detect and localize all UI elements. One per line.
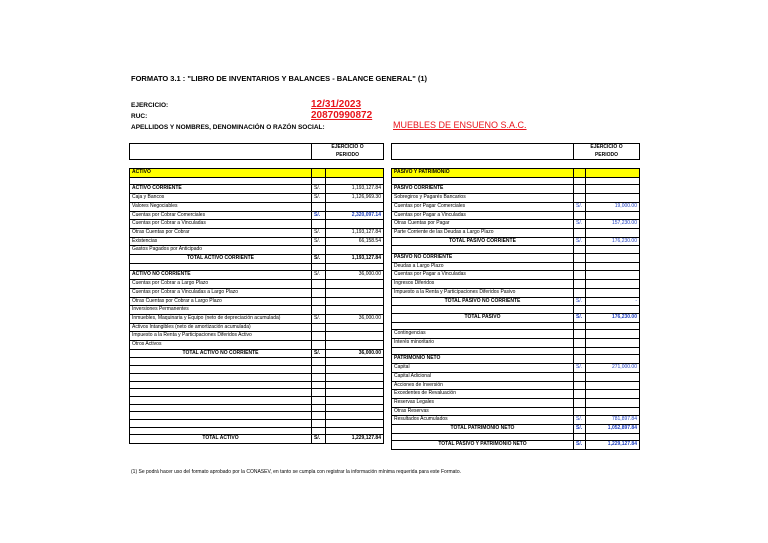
table-row	[392, 313, 640, 322]
row-label: Otras Cuentas por Cobrar	[130, 228, 312, 237]
row-label: Activos Intangibles (neto de amortización acumulada)	[130, 323, 312, 332]
row-value: -	[586, 297, 640, 306]
table-row	[392, 347, 640, 355]
row-value: 1,229,127.84	[586, 441, 640, 450]
row-currency: S/.	[312, 237, 326, 246]
row-label	[392, 246, 574, 254]
row-value	[586, 339, 640, 348]
row-label: PASIVO NO CORRIENTE	[392, 254, 574, 263]
row-label: Cuentas por Cobrar a Largo Plazo	[130, 280, 312, 289]
table-row	[130, 211, 384, 220]
row-label: Acciones de Inversión	[392, 381, 574, 390]
row-currency	[312, 358, 326, 366]
row-label	[130, 427, 312, 435]
row-value	[326, 297, 384, 306]
row-currency: S/.	[312, 271, 326, 280]
row-value	[326, 263, 384, 271]
table-row	[392, 262, 640, 271]
row-currency	[574, 211, 586, 220]
row-value	[586, 407, 640, 416]
row-currency	[312, 288, 326, 297]
table-row	[130, 373, 384, 381]
row-label	[130, 412, 312, 420]
row-value: 1,193,127.84	[326, 255, 384, 264]
row-value: 271,000.00	[586, 364, 640, 373]
row-value	[586, 194, 640, 203]
row-value: 1,229,127.84	[326, 435, 384, 444]
table-row	[392, 390, 640, 399]
pasivo-header-table	[391, 143, 640, 160]
table-row	[130, 366, 384, 374]
table-row	[130, 169, 384, 178]
row-value	[326, 306, 384, 315]
row-currency	[574, 330, 586, 339]
row-label: Gastos Pagados por Anticipado	[130, 246, 312, 255]
row-currency	[312, 220, 326, 229]
row-currency	[312, 202, 326, 211]
row-currency	[574, 254, 586, 263]
row-label: Contingencias	[392, 330, 574, 339]
table-row	[392, 211, 640, 220]
table-row	[392, 339, 640, 348]
row-currency	[574, 280, 586, 289]
row-currency	[312, 381, 326, 389]
row-value: 36,000.00	[326, 271, 384, 280]
row-label	[130, 404, 312, 412]
row-label: Cuentas por Cobrar a Vinculadas a Largo Plazo	[130, 288, 312, 297]
row-label	[130, 373, 312, 381]
table-row	[392, 381, 640, 390]
row-currency	[574, 372, 586, 381]
row-currency	[574, 407, 586, 416]
row-label: Impuesto a la Renta y Participaciones Diferidos Activo	[130, 332, 312, 341]
row-value: 36,000.00	[326, 349, 384, 358]
row-label	[392, 177, 574, 185]
row-value: 66,158.54	[326, 237, 384, 246]
row-label: ACTIVO NO CORRIENTE	[130, 271, 312, 280]
table-row	[130, 358, 384, 366]
table-row	[392, 194, 640, 203]
row-currency: S/.	[574, 425, 586, 434]
row-label: TOTAL PASIVO Y PATRIMONIO NETO	[392, 441, 574, 450]
row-currency: S/.	[312, 185, 326, 194]
row-value: 1,052,897.84	[586, 425, 640, 434]
row-currency: S/.	[312, 211, 326, 220]
row-label: Interés minoritario	[392, 339, 574, 348]
table-row	[130, 306, 384, 315]
row-currency	[312, 297, 326, 306]
row-value	[326, 396, 384, 404]
row-currency	[312, 177, 326, 185]
row-value: 176,230.00	[586, 237, 640, 246]
row-label: Otros Activos	[130, 341, 312, 350]
row-currency: S/.	[574, 237, 586, 246]
row-label: Cuentas por Cobrar Comerciales	[130, 211, 312, 220]
row-value	[586, 177, 640, 185]
row-currency	[312, 366, 326, 374]
row-label: Capital	[392, 364, 574, 373]
table-row	[130, 427, 384, 435]
table-row	[392, 306, 640, 314]
row-label	[130, 396, 312, 404]
table-row	[130, 288, 384, 297]
row-currency	[312, 373, 326, 381]
row-currency	[574, 355, 586, 364]
row-label: TOTAL PASIVO NO CORRIENTE	[392, 297, 574, 306]
table-row	[130, 412, 384, 420]
table-row	[130, 246, 384, 255]
table-row	[392, 185, 640, 194]
row-value	[586, 347, 640, 355]
row-label	[130, 263, 312, 271]
row-value	[326, 246, 384, 255]
row-value	[586, 355, 640, 364]
row-value	[586, 322, 640, 330]
activo-table	[129, 168, 384, 444]
table-row	[392, 288, 640, 297]
row-currency	[312, 419, 326, 427]
table-row	[392, 355, 640, 364]
row-currency	[574, 322, 586, 330]
row-value	[586, 246, 640, 254]
row-currency	[312, 341, 326, 350]
table-row	[130, 271, 384, 280]
row-label	[130, 177, 312, 185]
row-value	[326, 288, 384, 297]
row-value: 2,320,097.14	[326, 211, 384, 220]
table-row	[392, 254, 640, 263]
row-label	[392, 306, 574, 314]
row-label: Otras Cuentas por Pagar	[392, 220, 574, 229]
table-row	[392, 220, 640, 229]
row-label: Resultados Acumulados	[392, 416, 574, 425]
table-row	[392, 202, 640, 211]
ruc-value: 20870990872	[311, 110, 373, 121]
table-row	[392, 433, 640, 441]
row-label: TOTAL PATRIMONIO NETO	[392, 425, 574, 434]
table-row	[130, 263, 384, 271]
row-currency: S/.	[312, 194, 326, 203]
row-value	[326, 419, 384, 427]
row-value	[326, 373, 384, 381]
row-value	[326, 381, 384, 389]
row-value	[326, 412, 384, 420]
row-label	[130, 366, 312, 374]
table-row	[392, 297, 640, 306]
row-currency	[312, 246, 326, 255]
row-currency	[312, 389, 326, 397]
table-row	[392, 237, 640, 246]
row-label: Parte Corriente de las Deudas a Largo Plazo	[392, 228, 574, 237]
footnote: (1) Se podrá hacer uso del formato aprobado por la CONASEV, en tanto se cumpla con registrar la información mínima requerida para este Formato.	[131, 469, 461, 475]
row-currency	[574, 246, 586, 254]
table-row	[392, 364, 640, 373]
table-row	[130, 314, 384, 323]
row-currency: S/.	[574, 416, 586, 425]
table-row	[130, 280, 384, 289]
row-label	[130, 358, 312, 366]
row-value	[586, 288, 640, 297]
row-currency	[574, 177, 586, 185]
row-label: PASIVO Y PATRIMONIO	[392, 169, 574, 178]
row-value	[326, 358, 384, 366]
row-currency	[574, 271, 586, 280]
ruc-label: RUC:	[131, 113, 148, 120]
row-label: Cuentas por Pagar a Vinculadas	[392, 271, 574, 280]
row-label: Excedentes de Revaluación	[392, 390, 574, 399]
table-row	[130, 228, 384, 237]
table-row	[130, 332, 384, 341]
row-value	[326, 202, 384, 211]
row-value	[586, 262, 640, 271]
activo-header-blank	[130, 144, 312, 160]
row-value	[586, 228, 640, 237]
row-currency	[574, 228, 586, 237]
row-label: Otras Reservas	[392, 407, 574, 416]
ejercicio-value: 12/31/2023	[311, 99, 362, 110]
razon-social-value: MUEBLES DE ENSUENO S.A.C.	[393, 120, 527, 130]
table-row	[392, 425, 640, 434]
row-value	[586, 169, 640, 178]
row-label	[392, 433, 574, 441]
row-currency: S/.	[574, 364, 586, 373]
row-label	[130, 419, 312, 427]
row-label: Reservas Legales	[392, 398, 574, 407]
row-currency	[574, 262, 586, 271]
row-value	[326, 427, 384, 435]
row-value	[586, 372, 640, 381]
row-currency	[312, 323, 326, 332]
form-title: FORMATO 3.1 : "LIBRO DE INVENTARIOS Y BALANCES - BALANCE GENERAL" (1)	[131, 74, 428, 83]
row-currency	[312, 169, 326, 178]
row-value	[326, 323, 384, 332]
row-currency: S/.	[312, 435, 326, 444]
row-label: TOTAL PASIVO	[392, 313, 574, 322]
table-row	[392, 441, 640, 450]
table-row	[392, 228, 640, 237]
row-label: Cuentas por Cobrar a Vinculadas	[130, 220, 312, 229]
row-currency: S/.	[312, 228, 326, 237]
table-row	[130, 177, 384, 185]
row-label: Otras Cuentas por Cobrar a Largo Plazo	[130, 297, 312, 306]
row-currency	[574, 347, 586, 355]
row-value	[326, 332, 384, 341]
row-currency	[312, 280, 326, 289]
row-currency	[312, 427, 326, 435]
table-row	[130, 419, 384, 427]
razon-social-label: APELLIDOS Y NOMBRES, DENOMINACIÓN O RAZÓN SOCIAL:	[131, 124, 325, 131]
row-currency	[312, 306, 326, 315]
table-row	[392, 271, 640, 280]
row-value	[586, 185, 640, 194]
row-currency	[574, 398, 586, 407]
row-currency	[312, 396, 326, 404]
row-value: 36,000.00	[326, 314, 384, 323]
table-row	[130, 381, 384, 389]
table-row	[130, 220, 384, 229]
row-value	[586, 390, 640, 399]
row-label: Valores Negociables	[130, 202, 312, 211]
table-row	[130, 396, 384, 404]
row-value	[326, 280, 384, 289]
table-row	[392, 322, 640, 330]
row-currency	[574, 185, 586, 194]
row-value	[326, 389, 384, 397]
table-row	[392, 169, 640, 178]
row-value: 1,126,969.30	[326, 194, 384, 203]
row-label: Sobregiros y Pagarés Bancarios	[392, 194, 574, 203]
ejercicio-label: EJERCICIO:	[131, 102, 169, 109]
table-row	[130, 349, 384, 358]
row-label: TOTAL ACTIVO CORRIENTE	[130, 255, 312, 264]
table-row	[130, 404, 384, 412]
row-label: Deudas a Largo Plazo	[392, 262, 574, 271]
row-value	[326, 169, 384, 178]
row-value	[586, 398, 640, 407]
row-value	[586, 381, 640, 390]
row-currency: S/.	[312, 349, 326, 358]
row-label	[130, 389, 312, 397]
row-value: 781,897.84	[586, 416, 640, 425]
row-value: 1,193,127.84	[326, 228, 384, 237]
row-currency	[574, 390, 586, 399]
table-row	[130, 237, 384, 246]
table-row	[392, 416, 640, 425]
table-row	[130, 323, 384, 332]
row-currency	[574, 194, 586, 203]
row-value	[586, 254, 640, 263]
row-currency	[574, 339, 586, 348]
table-row	[392, 330, 640, 339]
table-row	[130, 185, 384, 194]
table-row	[392, 372, 640, 381]
row-value	[586, 271, 640, 280]
row-value	[326, 366, 384, 374]
row-label: Cuentas por Pagar Comerciales	[392, 202, 574, 211]
row-label: Inmuebles, Maquinaria y Equipo (neto de depreciación acumulada)	[130, 314, 312, 323]
row-label: Existencias	[130, 237, 312, 246]
row-label: Impuesto a la Renta y Participaciones Diferidos Pasivo	[392, 288, 574, 297]
row-value: 176,230.00	[586, 313, 640, 322]
row-label: Caja y Bancos	[130, 194, 312, 203]
row-value	[326, 177, 384, 185]
table-row	[130, 389, 384, 397]
table-row	[130, 435, 384, 444]
pasivo-patrimonio-table	[391, 168, 640, 450]
row-label	[392, 347, 574, 355]
row-currency	[574, 306, 586, 314]
row-label: TOTAL PASIVO CORRIENTE	[392, 237, 574, 246]
row-currency	[312, 412, 326, 420]
row-label: PATRIMONIO NETO	[392, 355, 574, 364]
row-value	[326, 404, 384, 412]
table-row	[392, 177, 640, 185]
pasivo-period-header: EJERCICIO O PERIODO	[574, 144, 640, 160]
row-value	[586, 330, 640, 339]
row-label	[130, 381, 312, 389]
row-label: ACTIVO	[130, 169, 312, 178]
row-currency	[574, 433, 586, 441]
row-currency	[312, 404, 326, 412]
table-row	[130, 194, 384, 203]
row-label: TOTAL ACTIVO	[130, 435, 312, 444]
row-label: Capital Adicional	[392, 372, 574, 381]
table-row	[392, 246, 640, 254]
row-value: 157,230.00	[586, 220, 640, 229]
row-currency: S/.	[574, 313, 586, 322]
row-value	[586, 280, 640, 289]
row-label: Inversiones Permanentes	[130, 306, 312, 315]
table-row	[130, 297, 384, 306]
row-value: 19,000.00	[586, 202, 640, 211]
table-row	[392, 398, 640, 407]
pasivo-header-blank	[392, 144, 574, 160]
activo-header-table	[129, 143, 384, 160]
row-currency	[312, 263, 326, 271]
row-label: PASIVO CORRIENTE	[392, 185, 574, 194]
row-currency: S/.	[574, 297, 586, 306]
row-currency	[574, 288, 586, 297]
row-currency	[574, 169, 586, 178]
row-label: TOTAL ACTIVO NO CORRIENTE	[130, 349, 312, 358]
table-row	[392, 407, 640, 416]
row-value	[586, 211, 640, 220]
row-value	[326, 220, 384, 229]
row-currency: S/.	[312, 255, 326, 264]
table-row	[130, 341, 384, 350]
row-label: Cuentas por Pagar a Vinculadas	[392, 211, 574, 220]
row-label: ACTIVO CORRIENTE	[130, 185, 312, 194]
row-label: Ingresos Diferidos	[392, 280, 574, 289]
row-value	[586, 433, 640, 441]
row-currency: S/.	[574, 220, 586, 229]
row-value	[586, 306, 640, 314]
row-value	[326, 341, 384, 350]
activo-period-header: EJERCICIO O PERIODO	[312, 144, 384, 160]
row-label	[392, 322, 574, 330]
row-currency: S/.	[312, 314, 326, 323]
row-currency: S/.	[574, 441, 586, 450]
row-currency	[312, 332, 326, 341]
row-currency: S/.	[574, 202, 586, 211]
table-row	[130, 202, 384, 211]
row-currency	[574, 381, 586, 390]
table-row	[392, 280, 640, 289]
row-value: 1,193,127.84	[326, 185, 384, 194]
table-row	[130, 255, 384, 264]
